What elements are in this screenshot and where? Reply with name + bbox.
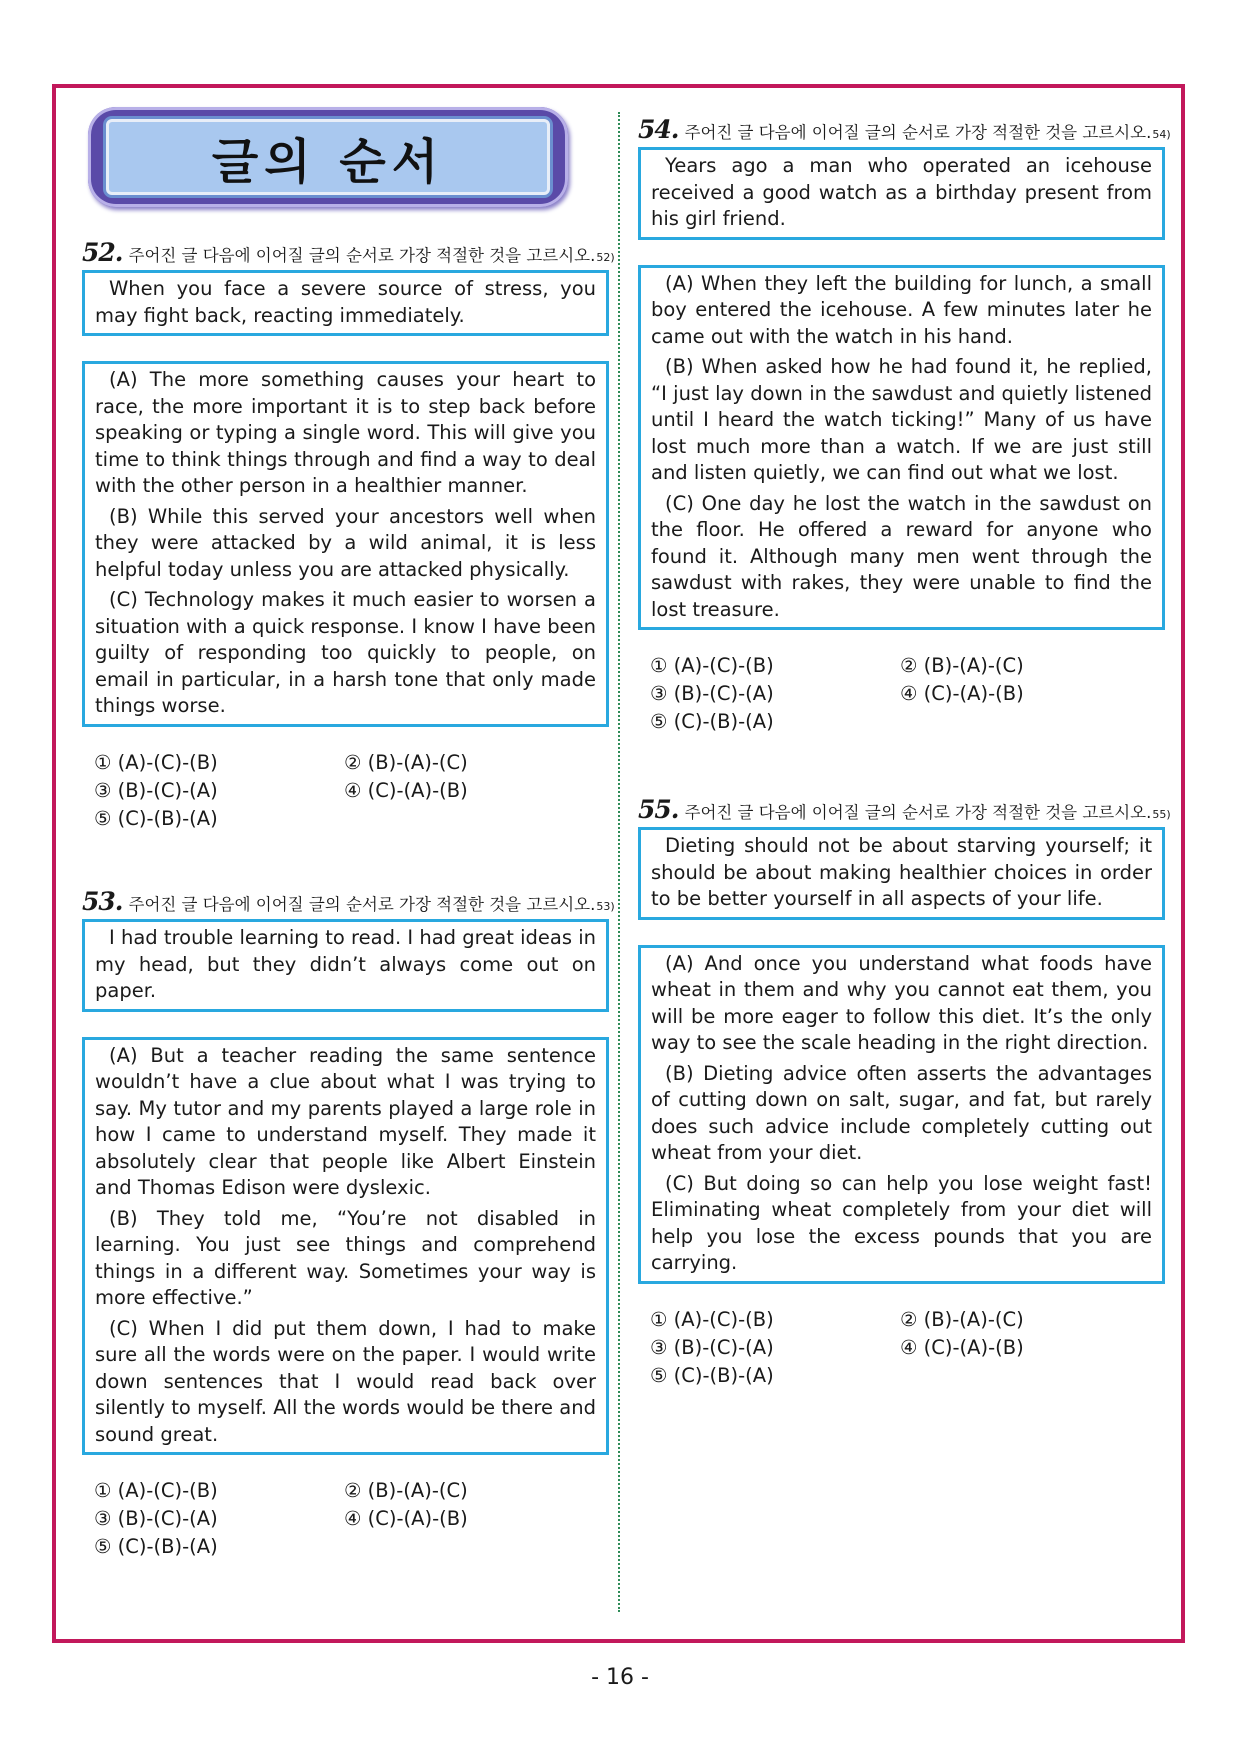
question-52 bbox=[82, 238, 615, 832]
choice-2[interactable]: ② (B)-(A)-(C) bbox=[344, 1479, 468, 1502]
options-passage bbox=[638, 945, 1165, 1284]
footnote-ref: 54) bbox=[1152, 128, 1171, 141]
choice-5[interactable]: ⑤ (C)-(B)-(A) bbox=[650, 1363, 774, 1387]
paragraph-a: (A) The more something causes your heart to race, the more important it is to step back before speaking or typing a single word. This will give you time to think things through and find a way to deal with the other person in a healthier manner. bbox=[95, 368, 596, 497]
given-passage bbox=[82, 919, 609, 1012]
question-header bbox=[638, 115, 1171, 145]
given-text: I had trouble learning to read. I had great ideas in my head, but they didn’t always come out on paper. bbox=[95, 926, 596, 1002]
options-passage bbox=[82, 361, 609, 727]
given-passage bbox=[638, 827, 1165, 920]
choice-3[interactable]: ③ (B)-(C)-(A) bbox=[94, 778, 218, 802]
choice-1[interactable]: ① (A)-(C)-(B) bbox=[94, 750, 218, 774]
question-prompt: 주어진 글 다음에 이어질 글의 순서로 가장 적절한 것을 고르시오. bbox=[128, 895, 596, 914]
choice-5[interactable]: ⑤ (C)-(B)-(A) bbox=[94, 1535, 218, 1558]
question-header bbox=[638, 795, 1171, 825]
paragraph-a: (A) When they left the building for lunch, a small boy entered the icehouse. A few minutes later he came out with the watch in his hand. bbox=[651, 271, 1152, 348]
choice-3[interactable]: ③ (B)-(C)-(A) bbox=[94, 1507, 218, 1530]
section-title: 글의 순서 bbox=[211, 133, 445, 190]
answer-choices bbox=[82, 749, 609, 832]
options-passage bbox=[82, 1037, 609, 1456]
answer-choices bbox=[638, 652, 1165, 735]
choice-2[interactable]: ② (B)-(A)-(C) bbox=[900, 1307, 1024, 1331]
question-prompt: 주어진 글 다음에 이어질 글의 순서로 가장 적절한 것을 고르시오. bbox=[684, 123, 1152, 142]
paragraph-a: (A) But a teacher reading the same sentence wouldn’t have a clue about what I was trying to say. My tutor and my parents played a large role in how I came to understand myself. They made it absolutely clear that people like Albert Einstein and Thomas Edison were dyslexic. bbox=[95, 1043, 596, 1199]
choice-3[interactable]: ③ (B)-(C)-(A) bbox=[650, 1335, 774, 1359]
choice-5[interactable]: ⑤ (C)-(B)-(A) bbox=[94, 806, 218, 830]
choice-2[interactable]: ② (B)-(A)-(C) bbox=[344, 750, 468, 774]
choice-2[interactable]: ② (B)-(A)-(C) bbox=[900, 654, 1024, 677]
options-passage bbox=[638, 265, 1165, 631]
page-number: - 16 - bbox=[591, 1665, 649, 1690]
question-number: 55. bbox=[638, 795, 679, 824]
choice-4[interactable]: ④ (C)-(A)-(B) bbox=[900, 1335, 1024, 1359]
choice-4[interactable]: ④ (C)-(A)-(B) bbox=[900, 682, 1024, 705]
given-passage bbox=[638, 147, 1165, 240]
choice-1[interactable]: ① (A)-(C)-(B) bbox=[650, 654, 774, 677]
choice-3[interactable]: ③ (B)-(C)-(A) bbox=[650, 682, 774, 705]
paragraph-c: (C) One day he lost the watch in the sawdust on the floor. He offered a reward for anyone who found it. Although many men went through the sawdust with rakes, they were unable to find the lost treasure. bbox=[651, 491, 1152, 621]
answer-choices bbox=[638, 1306, 1165, 1389]
paragraph-b: (B) When asked how he had found it, he replied, “I just lay down in the sawdust and quietly listened until I heard the watch ticking!” Many of us have lost much more than a watch. If we are just still and listen quietly, we can find out what we lost. bbox=[651, 355, 1152, 484]
question-55 bbox=[638, 795, 1171, 1389]
paragraph-b: (B) Dieting advice often asserts the advantages of cutting down on salt, sugar, and fat, but rarely does such advice include completely cutting out wheat from your diet. bbox=[651, 1061, 1152, 1164]
question-number: 54. bbox=[638, 115, 679, 144]
given-text: When you face a severe source of stress, you may fight back, reacting immediately. bbox=[95, 277, 596, 327]
footnote-ref: 52) bbox=[596, 251, 615, 264]
given-text: Years ago a man who operated an icehouse received a good watch as a birthday present from his girl friend. bbox=[651, 154, 1152, 230]
answer-choices bbox=[82, 1477, 609, 1560]
given-passage bbox=[82, 270, 609, 336]
section-title-banner bbox=[88, 107, 568, 207]
paragraph-c: (C) Technology makes it much easier to worsen a situation with a quick response. I know I have been guilty of responding too quickly to people, on email in particular, in a harsh tone that only made things worse. bbox=[95, 588, 596, 717]
footnote-ref: 53) bbox=[596, 900, 615, 913]
question-number: 53. bbox=[82, 887, 123, 916]
question-54 bbox=[638, 115, 1171, 735]
question-header bbox=[82, 238, 615, 268]
footnote-ref: 55) bbox=[1152, 808, 1171, 821]
choice-4[interactable]: ④ (C)-(A)-(B) bbox=[344, 1507, 468, 1530]
question-number: 52. bbox=[82, 238, 123, 267]
paragraph-c: (C) When I did put them down, I had to make sure all the words were on the paper. I would write down sentences that I would read back over silently to myself. All the words would be there and sound great. bbox=[95, 1316, 596, 1446]
paragraph-a: (A) And once you understand what foods have wheat in them and why you cannot eat them, you will be more eager to follow this diet. It’s the only way to see the scale heading in the right direction. bbox=[651, 951, 1152, 1054]
paragraph-b: (B) While this served your ancestors well when they were attacked by a wild animal, it is less helpful today unless you are attacked physically. bbox=[95, 504, 596, 581]
question-header bbox=[82, 887, 615, 917]
choice-1[interactable]: ① (A)-(C)-(B) bbox=[650, 1307, 774, 1331]
paragraph-c: (C) But doing so can help you lose weight fast! Eliminating wheat completely from your diet will help you lose the excess pounds that you are carrying. bbox=[651, 1171, 1152, 1274]
choice-4[interactable]: ④ (C)-(A)-(B) bbox=[344, 778, 468, 802]
choice-1[interactable]: ① (A)-(C)-(B) bbox=[94, 1479, 218, 1502]
question-prompt: 주어진 글 다음에 이어질 글의 순서로 가장 적절한 것을 고르시오. bbox=[128, 246, 596, 265]
choice-5[interactable]: ⑤ (C)-(B)-(A) bbox=[650, 710, 774, 733]
question-prompt: 주어진 글 다음에 이어질 글의 순서로 가장 적절한 것을 고르시오. bbox=[684, 803, 1152, 822]
paragraph-b: (B) They told me, “You’re not disabled in learning. You just see things and comprehend things in a different way. Sometimes your way is more effective.” bbox=[95, 1206, 596, 1309]
question-53 bbox=[82, 887, 615, 1560]
given-text: Dieting should not be about starving yourself; it should be about making healthier choices in order to be better yourself in all aspects of your life. bbox=[651, 834, 1152, 910]
column-divider bbox=[618, 112, 620, 1612]
